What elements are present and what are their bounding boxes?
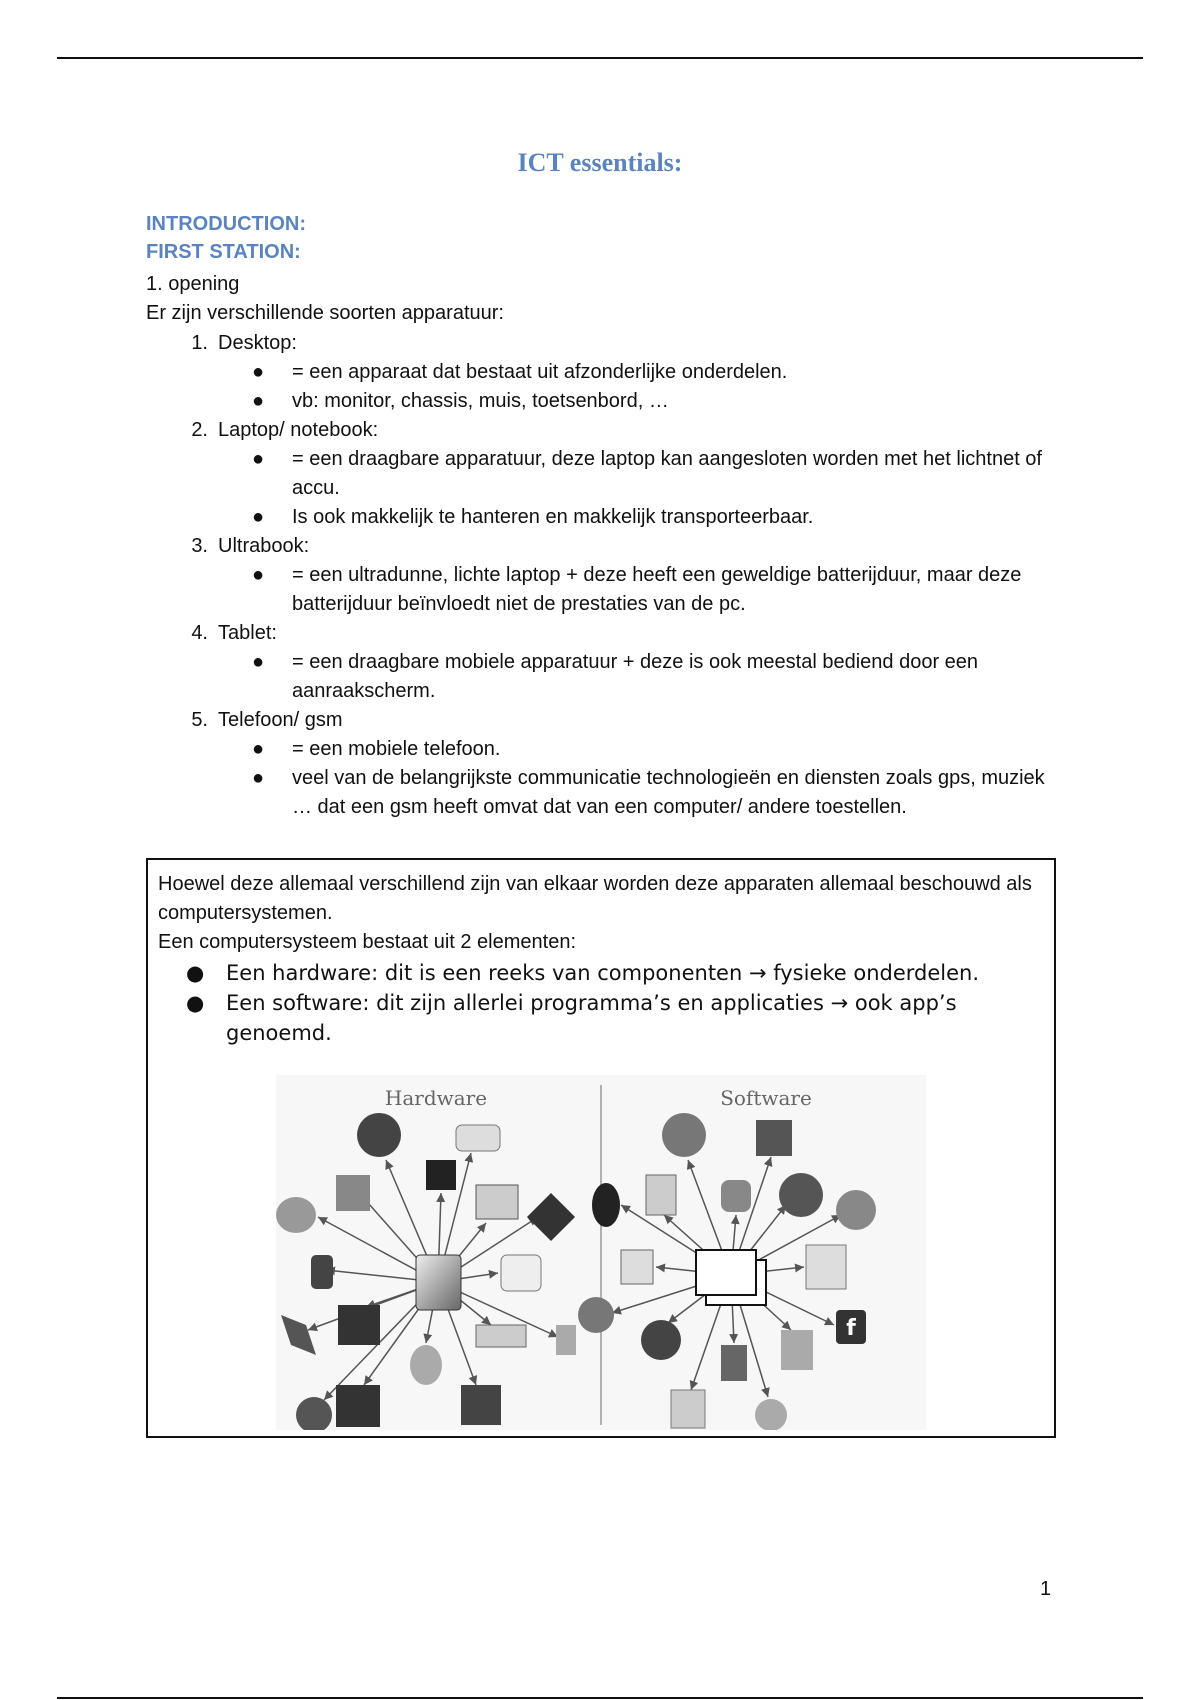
bullet-icon: ● <box>252 767 265 789</box>
device-name: Tablet: <box>218 622 277 644</box>
list-item <box>252 735 1066 764</box>
software-bullet-text: Een software: dit zijn allerlei programma’s en applicaties → ook app’s genoemd. <box>226 991 957 1045</box>
picasa-icon <box>641 1320 681 1360</box>
device-name: Laptop/ notebook: <box>218 419 379 441</box>
bullet-icon: ● <box>252 738 265 760</box>
mouse-icon <box>410 1345 442 1385</box>
software-label: Software <box>720 1086 812 1110</box>
opening-line: 1. opening <box>146 273 240 295</box>
bullet-icon: ● <box>186 991 205 1015</box>
list-item <box>252 503 1066 532</box>
keyboard-icon <box>476 1325 526 1347</box>
footer-rule <box>57 1697 1143 1699</box>
bullet-icon: ● <box>252 361 265 383</box>
device-name: Telefoon/ gsm <box>218 709 343 731</box>
newspaper-app-icon <box>671 1390 705 1428</box>
speakers-icon <box>336 1385 380 1427</box>
spreadsheet-icon <box>806 1245 846 1289</box>
device-number: 5. <box>191 709 208 731</box>
bullet-icon: ● <box>252 564 265 586</box>
android-icon <box>721 1180 751 1212</box>
linux-penguin-icon <box>592 1183 620 1227</box>
list-item <box>252 764 1066 822</box>
bullet-icon: ● <box>252 506 265 528</box>
cd-app-icon <box>755 1399 787 1430</box>
chrome-icon <box>836 1190 876 1230</box>
heading-introduction: INTRODUCTION: <box>146 213 306 235</box>
list-item <box>146 532 1066 619</box>
calculator-icon <box>721 1345 747 1381</box>
network-port-icon <box>556 1325 576 1355</box>
device-bullets <box>252 735 1066 822</box>
card-reader-icon <box>336 1175 370 1211</box>
computer-tower-icon <box>416 1255 461 1310</box>
page-title: ICT essentials: <box>517 148 683 177</box>
device-bullets <box>252 445 1066 532</box>
device-bullets <box>252 561 1066 619</box>
bullet-icon: ● <box>186 961 205 985</box>
list-item <box>252 648 1066 706</box>
bullet-text: = een draagbare mobiele apparatuur + deze is ook meestal bediend door een aanraakscherm. <box>292 651 979 702</box>
hard-drive-icon <box>276 1197 316 1233</box>
scanner-icon <box>456 1125 500 1151</box>
intro-line: Er zijn verschillende soorten apparatuur: <box>146 302 504 324</box>
bullet-text: = een ultradunne, lichte laptop + deze heeft een geweldige batterijduur, maar deze batterijduur beïnvloedt niet de prestaties van de pc. <box>292 564 1022 615</box>
list-item <box>146 329 1066 416</box>
device-number: 4. <box>191 622 208 644</box>
document-app-icon <box>646 1175 676 1215</box>
device-bullets <box>252 358 1066 416</box>
floppy-disk-icon <box>426 1160 456 1190</box>
list-item <box>146 706 1066 822</box>
hardware-software-figure <box>276 1075 926 1430</box>
list-item <box>252 445 1066 503</box>
device-name: Desktop: <box>218 332 297 354</box>
box-bullet-list <box>186 958 1026 1048</box>
list-item <box>252 561 1066 619</box>
device-heading <box>146 706 1066 735</box>
device-bullets <box>252 648 1066 706</box>
device-list <box>146 329 1066 822</box>
device-heading <box>146 416 1066 445</box>
media-player-icon <box>621 1250 653 1284</box>
maps-app-icon <box>756 1120 792 1156</box>
hardware-bullet-text: Een hardware: dit is een reeks van componenten → fysieke onderdelen. <box>226 961 980 985</box>
bullet-text: Is ook makkelijk te hanteren en makkelijk transporteerbaar. <box>292 506 814 528</box>
device-number: 2. <box>191 419 208 441</box>
list-item <box>252 387 1066 416</box>
bullet-text: = een draagbare apparatuur, deze laptop kan aangesloten worden met het lichtnet of accu. <box>292 448 1042 499</box>
computer-systems-box <box>146 858 1056 1438</box>
window-icon <box>696 1250 756 1295</box>
heading-first-station: FIRST STATION: <box>146 241 301 263</box>
usb-stick-icon <box>311 1255 333 1289</box>
webcam-icon <box>357 1113 401 1157</box>
email-client-icon <box>779 1173 823 1217</box>
bullet-text: veel van de belangrijkste communicatie technologieën en diensten zoals gps, muziek … dat een gsm heeft omvat dat van een computer/ andere toestellen. <box>292 767 1045 818</box>
bullet-icon: ● <box>252 390 265 412</box>
device-name: Ultrabook: <box>218 535 310 557</box>
printer-icon <box>476 1185 518 1219</box>
external-drive-icon <box>501 1255 541 1291</box>
device-heading <box>146 619 1066 648</box>
page-number: 1 <box>1040 1578 1052 1600</box>
device-number: 3. <box>191 535 208 557</box>
motherboard-icon <box>461 1385 501 1425</box>
photo-app-icon <box>781 1330 813 1370</box>
bullet-text: = een mobiele telefoon. <box>292 738 501 760</box>
list-item <box>186 958 1026 988</box>
list-item <box>186 988 1026 1048</box>
bullet-icon: ● <box>252 651 265 673</box>
device-heading <box>146 532 1066 561</box>
header-rule <box>57 57 1143 59</box>
bullet-icon: ● <box>252 448 265 470</box>
svg-text:f: f <box>846 1316 856 1341</box>
list-item <box>146 416 1066 532</box>
bullet-text: = een apparaat dat bestaat uit afzonderlijke onderdelen. <box>292 361 788 383</box>
list-item <box>146 619 1066 706</box>
monitor-icon <box>338 1305 380 1345</box>
hardware-label: Hardware <box>384 1086 488 1110</box>
list-item <box>252 358 1066 387</box>
device-heading <box>146 329 1066 358</box>
box-paragraph-1: Hoewel deze allemaal verschillend zijn van elkaar worden deze apparaten allemaal beschouwd als computersystemen. <box>158 873 1032 924</box>
bullet-text: vb: monitor, chassis, muis, toetsenbord, … <box>292 390 669 412</box>
device-number: 1. <box>191 332 208 354</box>
box-paragraph-2: Een computersysteem bestaat uit 2 elementen: <box>158 931 577 953</box>
firefox-icon <box>662 1113 706 1157</box>
contacts-icon <box>578 1297 614 1333</box>
